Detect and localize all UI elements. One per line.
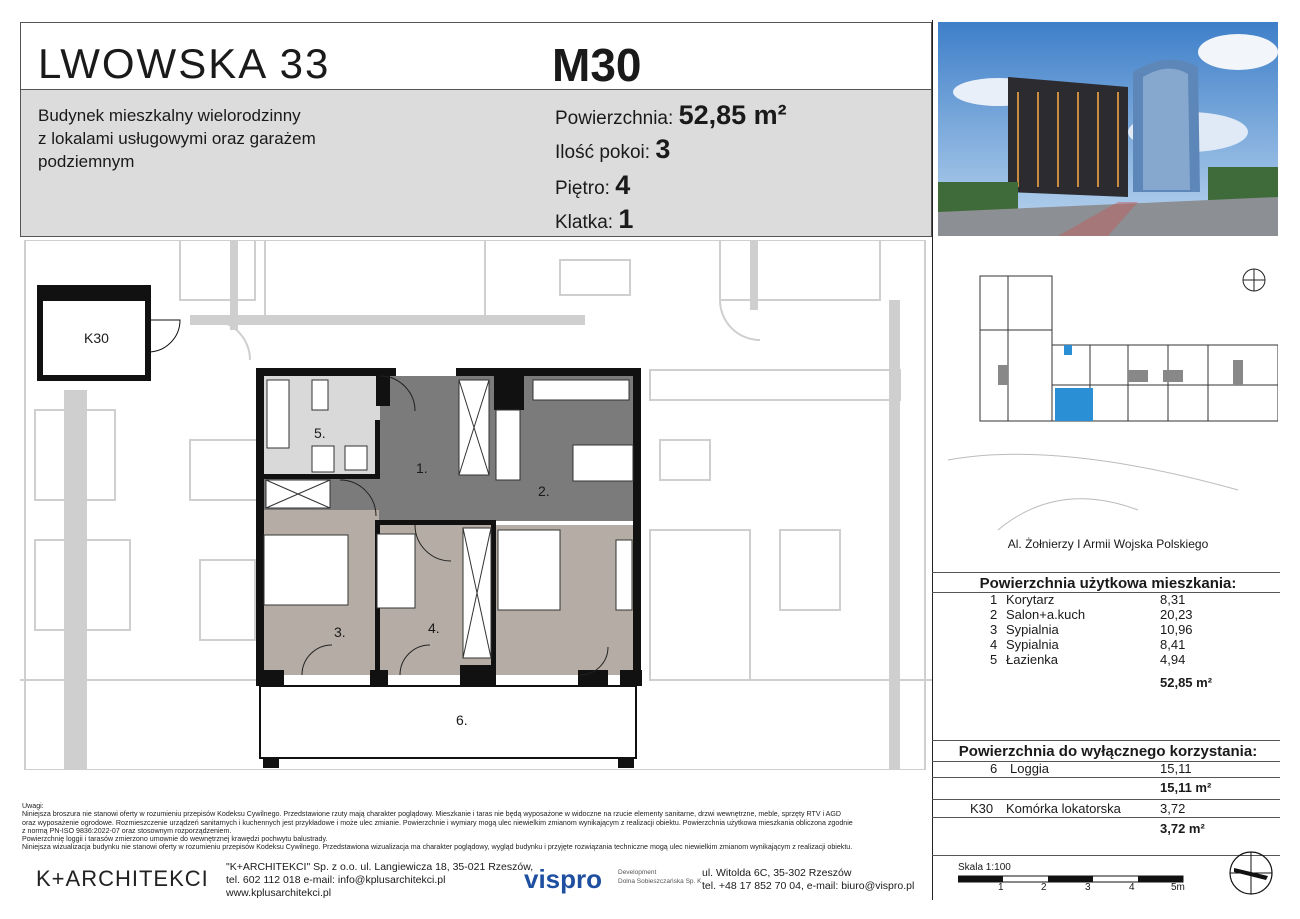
row-number: 1 xyxy=(990,592,998,607)
tagline-line: Development xyxy=(618,869,657,876)
table-row xyxy=(990,592,1270,607)
notes-line: Niniejsza wizualizacja budynku nie stanowi oferty w rozumieniu przepisów Kodeksu Cywilnego. Przedstawiona wizualizacja ma charakter poglądowy, wygląd budynku i przyjęte rozwiązania techniczne mogą ulec niewielkim zmianom wynikającym z realizacji obiektu. xyxy=(22,843,853,852)
washing-machine xyxy=(345,446,367,470)
stat-label: Ilość pokoi: xyxy=(555,142,651,163)
notes-line: z normą PN-ISO 9836:2022-07 oraz stosownym rozporządzeniem. xyxy=(22,826,232,835)
row-name: Sypialnia xyxy=(1006,637,1059,652)
loggia-total: 15,11 m² xyxy=(1160,780,1212,795)
row-area: 3,72 xyxy=(1160,801,1186,816)
architect-logo: K+ARCHITEKCI xyxy=(36,866,209,891)
project-name: LWOWSKA 33 xyxy=(38,40,331,87)
scale-tick: 4 xyxy=(1129,882,1135,893)
dining-table xyxy=(573,445,633,481)
usable-area-title: Powierzchnia użytkowa mieszkania: xyxy=(979,575,1237,592)
row-name: Salon+a.kuch xyxy=(1006,607,1086,622)
developer-tagline xyxy=(618,868,703,886)
description-line: Budynek mieszkalny wielorodzinny xyxy=(38,106,301,125)
floor-plan xyxy=(20,240,932,770)
row-name: Sypialnia xyxy=(1006,622,1059,637)
developer-line: ul. Witolda 6C, 35-302 Rzeszów xyxy=(702,867,852,879)
usable-area-total: 52,85 m² xyxy=(1160,675,1213,690)
row-number: 3 xyxy=(990,622,998,637)
divider xyxy=(932,817,1280,818)
table-row xyxy=(990,761,1270,776)
row-area: 4,94 xyxy=(1160,652,1186,667)
divider xyxy=(932,740,1280,741)
row-number: 5 xyxy=(990,652,998,667)
room-label-5: 5. xyxy=(314,425,326,441)
room-label-1: 1. xyxy=(416,460,428,476)
divider xyxy=(932,799,1280,800)
toilet xyxy=(312,380,328,410)
loggia-post xyxy=(263,758,279,768)
developer-line: tel. +48 17 852 70 04, e-mail: biuro@vispro.pl xyxy=(702,880,915,892)
bed-room-3 xyxy=(264,535,348,605)
tv-unit xyxy=(616,540,632,610)
architect-line: tel. 602 112 018 e-mail: info@kplusarchitekci.pl xyxy=(226,874,446,886)
bed-room-4 xyxy=(377,534,415,608)
scale-label: Skala 1:100 xyxy=(958,862,1011,873)
building-description xyxy=(38,104,398,173)
notes-heading: Uwagi: xyxy=(22,802,44,810)
description-line: podziemnym xyxy=(38,152,135,171)
table-row xyxy=(990,622,1270,637)
exclusive-area-title: Powierzchnia do wyłącznego korzystania: xyxy=(958,743,1258,760)
architect-contact xyxy=(226,861,533,900)
notes-line: Powierzchnię loggii i tarasów zmierzono umownie do wewnętrznej krawędzi pochwytu balustrady. xyxy=(22,835,328,844)
stat-rooms xyxy=(555,134,670,165)
sofa xyxy=(498,530,560,610)
loggia xyxy=(260,686,636,758)
table-row xyxy=(990,607,1270,622)
storage-total: 3,72 m² xyxy=(1160,821,1205,836)
table-row xyxy=(990,652,1270,667)
building-visualization xyxy=(938,22,1278,236)
key-plan xyxy=(938,240,1278,570)
row-number: 2 xyxy=(990,607,998,622)
kitchen-counter xyxy=(533,380,629,400)
apartment-code: M30 xyxy=(552,39,642,91)
disclaimer-notes xyxy=(22,802,927,852)
notes-line: oraz wyposażenie ogrodowe. Rozmieszczenie urządzeń sanitarnych i kuchennych jest przykładowe i może ulec zmianie. Powierzchnie i wymiary mogą ulec niewielkim zmianom wynikającym z realizacji obiektu. Powierzchnia użytkowa mieszkania obliczona zgodnie xyxy=(22,818,853,827)
row-number: 6 xyxy=(990,761,998,776)
room-label-6: 6. xyxy=(456,712,468,728)
architect-line: "K+ARCHITEKCI" Sp. z o.o. ul. Langiewicza 18, 35-021 Rzeszów, xyxy=(226,861,534,873)
room-label-2: 2. xyxy=(538,483,550,499)
notes-line: Niniejsza broszura nie stanowi oferty w rozumieniu przepisów Kodeksu Cywilnego. Przedstawione rzuty mają charakter poglądowy. Mieszkanie i taras nie będą wyposażone w widoczne na rzucie elementy sanitarne, drzwi wewnętrzne, meble, sprzęty RTV i AGD xyxy=(22,810,842,819)
room-label-4: 4. xyxy=(428,620,440,636)
room-label-3: 3. xyxy=(334,624,346,640)
row-name: Łazienka xyxy=(1006,652,1059,667)
row-area: 10,96 xyxy=(1160,622,1193,637)
apartment-highlight xyxy=(1055,388,1093,421)
developer-logo: vispro xyxy=(524,864,603,894)
divider xyxy=(932,777,1280,778)
stat-value: 1 xyxy=(618,204,634,234)
architect-line: www.kplusarchitekci.pl xyxy=(226,887,332,899)
bathtub xyxy=(267,380,289,448)
table-row xyxy=(990,637,1270,652)
scale-tick: 5m xyxy=(1171,882,1185,893)
developer-contact xyxy=(702,867,914,893)
stat-staircase xyxy=(555,204,633,235)
divider xyxy=(932,572,1280,573)
stat-floor xyxy=(555,170,630,201)
washbasin xyxy=(312,446,334,472)
row-name: Loggia xyxy=(1010,761,1050,776)
stat-value: 4 xyxy=(615,170,631,200)
storage-label: K30 xyxy=(84,330,109,346)
row-name: Korytarz xyxy=(1006,592,1055,607)
description-line: z lokalami usługowymi oraz garażem xyxy=(38,129,316,148)
stat-label: Powierzchnia: xyxy=(555,108,674,129)
row-area: 20,23 xyxy=(1160,607,1193,622)
stat-label: Klatka: xyxy=(555,212,614,233)
row-number: 4 xyxy=(990,637,998,652)
fridge xyxy=(496,410,520,480)
stat-value: 52,85 m² xyxy=(678,100,787,130)
row-name: Komórka lokatorska xyxy=(1006,801,1121,816)
row-area: 15,11 xyxy=(1160,761,1192,776)
table-row xyxy=(970,801,1270,816)
loggia-post xyxy=(618,758,634,768)
storage-k30 xyxy=(38,285,180,378)
row-area: 8,31 xyxy=(1160,592,1186,607)
row-area: 8,41 xyxy=(1160,637,1186,652)
stat-label: Piętro: xyxy=(555,178,610,199)
street-name: Al. Żołnierzy I Armii Wojska Polskiego xyxy=(1007,537,1209,551)
stat-area xyxy=(555,100,787,131)
scale-tick: 1 xyxy=(998,882,1004,893)
tagline-line: Dolna Sobieszczańska Sp. K. xyxy=(618,878,704,885)
compass-icon xyxy=(1228,850,1274,896)
scale-tick: 3 xyxy=(1085,882,1091,893)
scale-bar xyxy=(958,874,1188,884)
stat-value: 3 xyxy=(655,134,671,164)
row-number: K30 xyxy=(970,801,994,816)
scale-tick: 2 xyxy=(1041,882,1047,893)
